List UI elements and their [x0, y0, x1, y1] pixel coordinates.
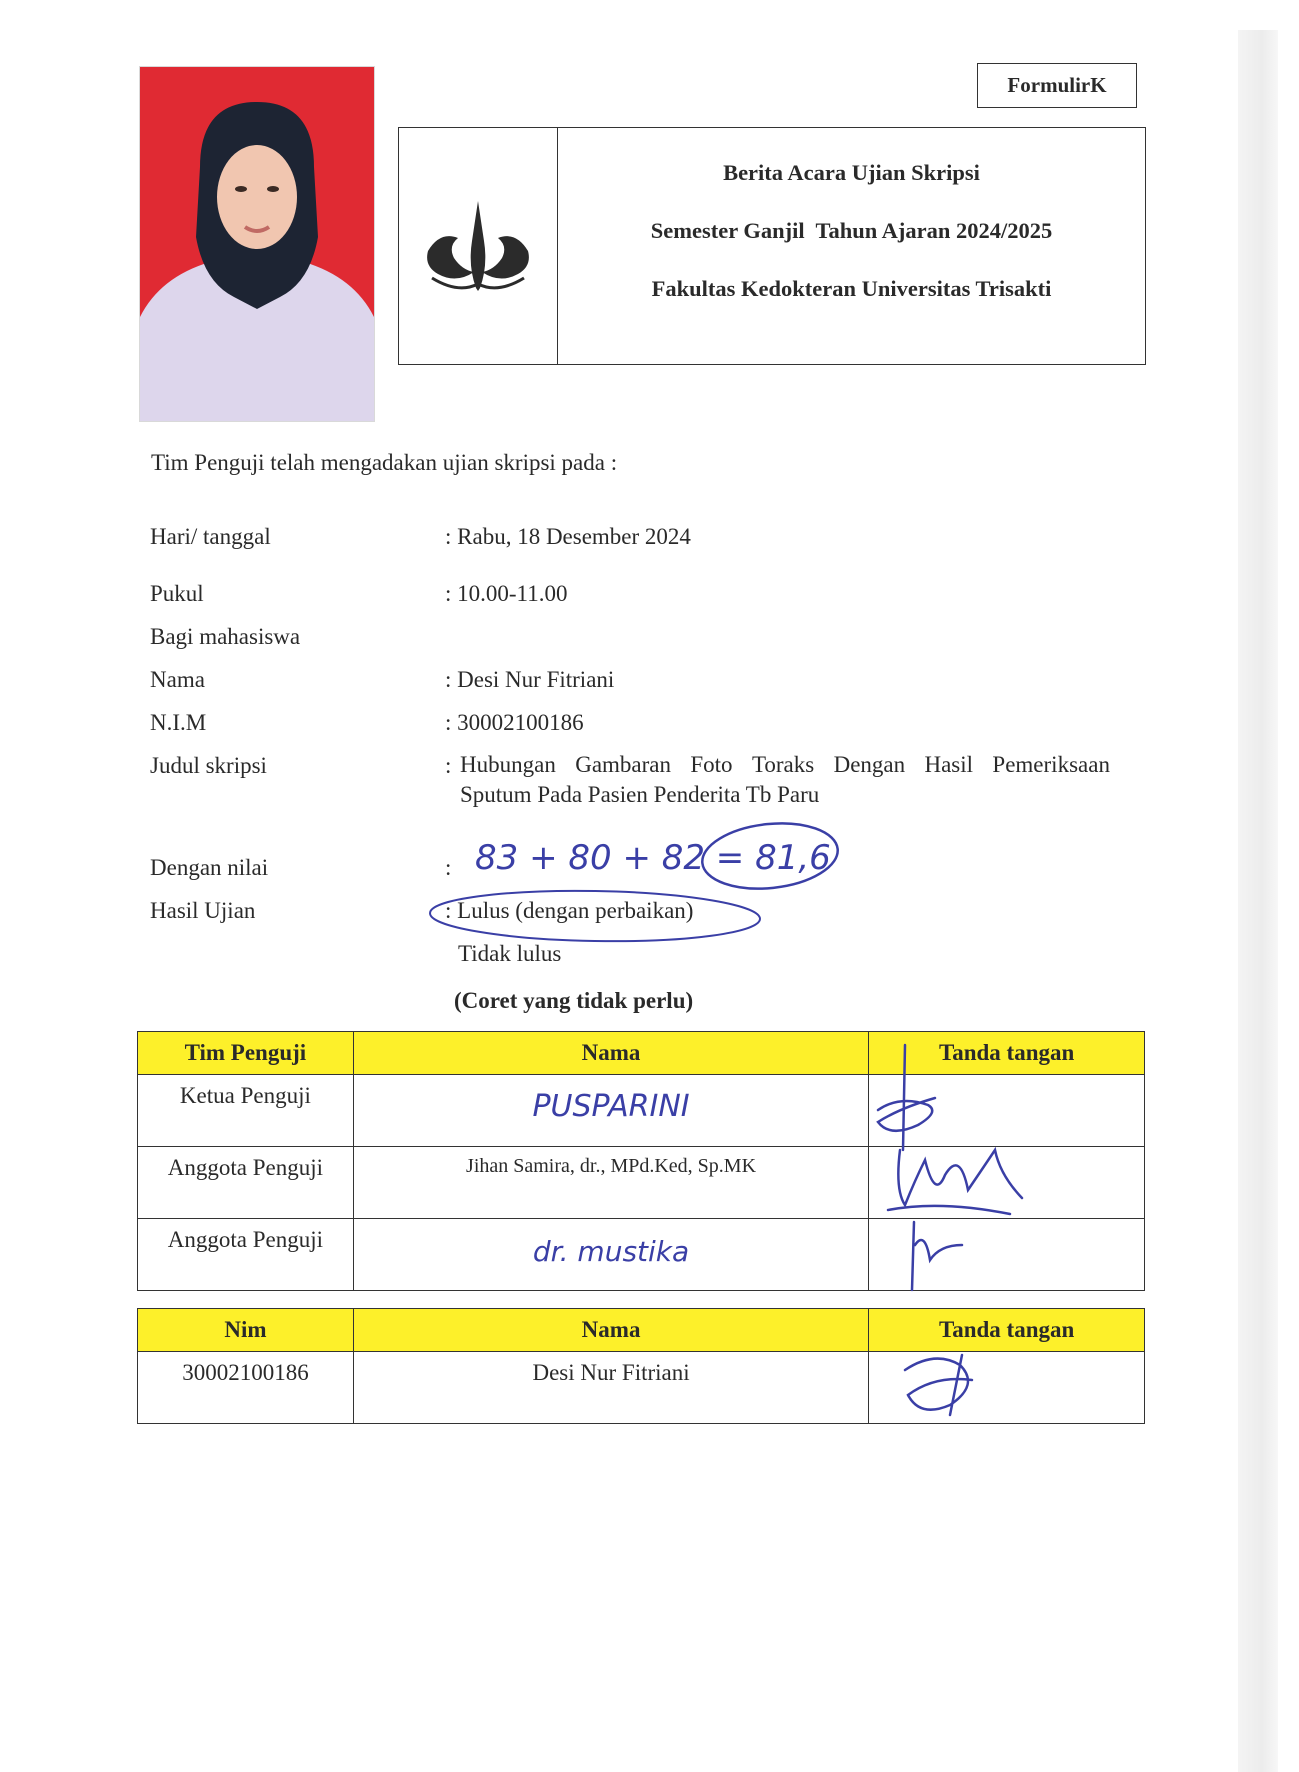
semester-line: Semester Ganjil Tahun Ajaran 2024/2025 [650, 218, 1053, 243]
signature-student [905, 1355, 972, 1415]
nilai-label: Dengan nilai [150, 855, 269, 880]
examiner-role: Anggota Penguji [138, 1147, 354, 1219]
strike-note: (Coret yang tidak perlu) [454, 988, 694, 1013]
signature-ketua [903, 1045, 905, 1150]
hari-label: Hari/ tanggal [150, 524, 271, 549]
nilai-handwritten: 83 + 80 + 82 = 81,6 [475, 838, 831, 878]
hari-value: : Rabu, 18 Desember 2024 [445, 524, 691, 549]
nim-value: : 30002100186 [445, 710, 584, 735]
examiner-role: Anggota Penguji [138, 1219, 354, 1291]
examiner-role: Ketua Penguji [138, 1075, 354, 1147]
header-tim-penguji: Tim Penguji [138, 1032, 354, 1075]
hasil-label: Hasil Ujian [150, 898, 256, 923]
nama-label: Nama [150, 667, 205, 692]
header-nama: Nama [353, 1032, 868, 1075]
examiner-name: Jihan Samira, dr., MPd.Ked, Sp.MK [353, 1147, 868, 1219]
judul-colon: : [445, 753, 452, 778]
header-tanda-tangan: Tanda tangan [869, 1309, 1145, 1352]
document-title: Berita Acara Ujian Skripsi [723, 160, 980, 185]
header-nama: Nama [353, 1309, 868, 1352]
faculty-line: Fakultas Kedokteran Universitas Trisakti [651, 276, 1052, 301]
form-code-label: FormulirK [977, 63, 1137, 108]
signature-anggota-2 [912, 1222, 962, 1290]
pukul-value: : 10.00-11.00 [445, 581, 568, 606]
header-tanda-tangan: Tanda tangan [869, 1032, 1145, 1075]
hasil-option-lulus: : Lulus (dengan perbaikan) [445, 898, 694, 923]
examiner-name-handwritten: dr. mustika [353, 1219, 868, 1291]
header-nim: Nim [138, 1309, 354, 1352]
student-nim: 30002100186 [138, 1352, 354, 1424]
nim-label: N.I.M [150, 710, 207, 735]
signature-anggota-1 [898, 1150, 1022, 1205]
nilai-colon: : [445, 855, 452, 880]
examiner-name-handwritten: PUSPARINI [353, 1075, 868, 1147]
intro-text: Tim Penguji telah mengadakan ujian skripsi pada : [151, 450, 618, 475]
judul-label: Judul skripsi [150, 753, 267, 778]
student-name: Desi Nur Fitriani [353, 1352, 868, 1424]
bagi-mahasiswa-label: Bagi mahasiswa [150, 624, 301, 649]
pukul-label: Pukul [150, 581, 204, 606]
hasil-option-tidak-lulus: Tidak lulus [458, 941, 562, 966]
nama-value: : Desi Nur Fitriani [445, 667, 615, 692]
judul-line-1: Hubungan Gambaran Foto Toraks Dengan Hasil Pemeriksaan [460, 752, 1110, 777]
judul-line-2: Sputum Pada Pasien Penderita Tb Paru [460, 782, 820, 807]
